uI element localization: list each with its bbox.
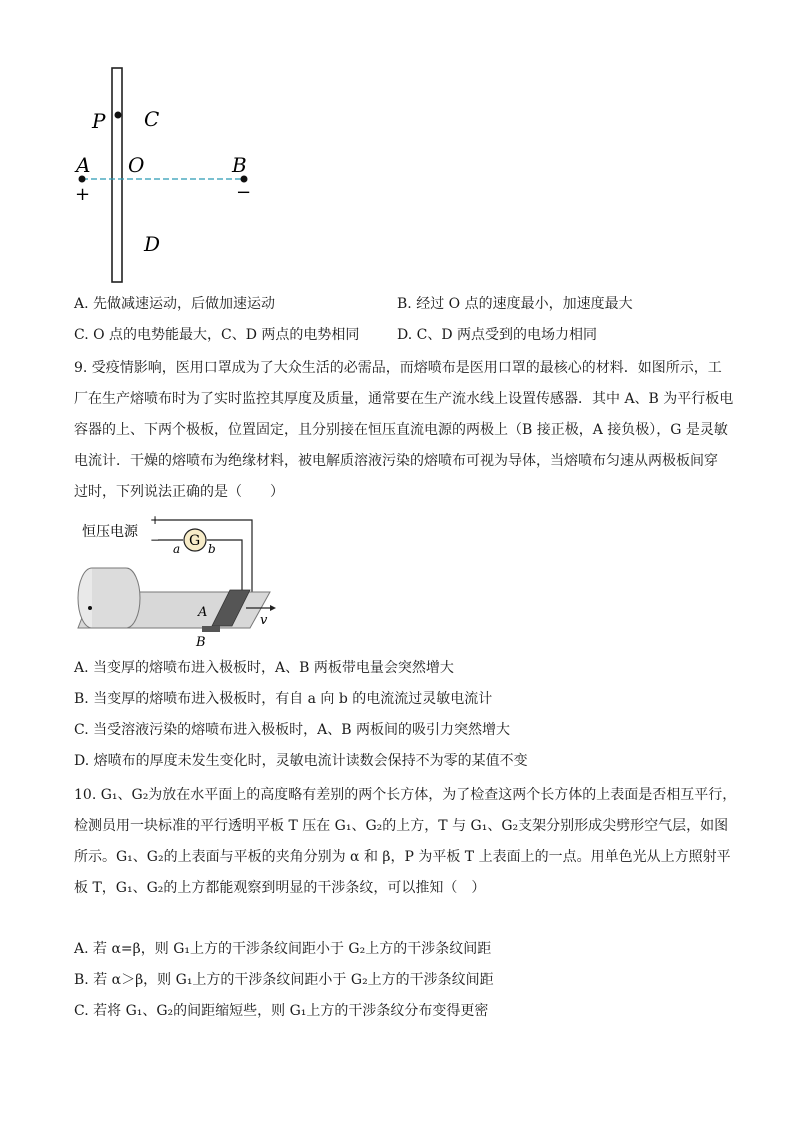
vertical-plate	[112, 68, 122, 282]
label-plate-B: B	[196, 635, 206, 650]
q9-stem-line-5: 过时，下列说法正确的是（ ）	[74, 484, 284, 500]
label-v: v	[260, 613, 268, 628]
label-b: b	[208, 542, 216, 556]
q8-option-b[interactable]: B. 经过 O 点的速度最小，加速度最大	[397, 296, 633, 312]
source-minus: −	[150, 533, 161, 547]
q9-stem-line-2: 厂在生产熔喷布时为了实时监控其厚度及质量，通常要在生产流水线上设置传感器．其中 A、B 为平行板电	[74, 391, 734, 407]
q10-stem-line-4: 板 T，G₁、G₂的上方都能观察到明显的干涉条纹，可以推知（ ）	[74, 880, 486, 896]
q10-stem-line-2: 检测员用一块标准的平行透明平板 T 压在 G₁、G₂的上方，T 与 G₁、G₂支架分别形成尖劈形空气层，如图	[74, 818, 729, 834]
label-A: A	[76, 153, 91, 177]
q9-option-b[interactable]: B. 当变厚的熔喷布进入极板时，有自 a 向 b 的电流流过灵敏电流计	[74, 691, 493, 707]
figure-meltblown-sensor	[70, 510, 280, 650]
point-P-dot	[115, 112, 122, 119]
wire-top	[158, 520, 252, 592]
plate-B	[202, 626, 220, 632]
q8-option-c[interactable]: C. O 点的电势能最大，C、D 两点的电势相同	[74, 327, 360, 343]
q9-option-d[interactable]: D. 熔喷布的厚度未发生变化时，灵敏电流计读数会保持不为零的某值不变	[74, 753, 528, 769]
label-B: B	[232, 153, 247, 177]
source-plus: +	[150, 513, 161, 527]
label-minus: −	[236, 182, 252, 203]
q10-stem-line-1: 10. G₁、G₂为放在水平面上的高度略有差别的两个长方体，为了检查这两个长方体的上表面是否相互平行，	[74, 787, 737, 803]
label-P: P	[92, 109, 106, 133]
label-plate-A: A	[198, 605, 208, 620]
power-source-label: 恒压电源	[82, 524, 138, 540]
label-O: O	[128, 153, 145, 177]
q8-option-a[interactable]: A. 先做减速运动，后做加速运动	[74, 296, 276, 312]
q10-option-a[interactable]: A. 若 α=β，则 G₁上方的干涉条纹间距小于 G₂上方的干涉条纹间距	[74, 941, 492, 957]
q10-stem-line-3: 所示。G₁、G₂的上表面与平板的夹角分别为 α 和 β，P 为平板 T 上表面上的一点。用单色光从上方照射平	[74, 849, 731, 865]
figure-charged-plate	[70, 62, 270, 287]
roll-body	[92, 568, 140, 628]
label-plus: +	[75, 184, 91, 205]
velocity-arrowhead	[270, 605, 276, 611]
label-a: a	[173, 542, 181, 556]
label-D: D	[144, 232, 161, 256]
label-C: C	[144, 107, 160, 131]
q9-stem-line-4: 电流计．干燥的熔喷布为绝缘材料，被电解质溶液污染的熔喷布可视为导体，当熔喷布匀速从两极板间穿	[74, 453, 718, 469]
q9-option-c[interactable]: C. 当受溶液污染的熔喷布进入极板时，A、B 两板间的吸引力突然增大	[74, 722, 510, 738]
q9-stem-line-3: 容器的上、下两个极板，位置固定，且分别接在恒压直流电源的两极上（B 接正极，A 接负极），G 是灵敏	[74, 422, 728, 438]
q9-option-a[interactable]: A. 当变厚的熔喷布进入极板时，A、B 两板带电量会突然增大	[74, 660, 454, 676]
roll-axis	[88, 606, 92, 610]
galvanometer-label: G	[189, 533, 201, 549]
q8-option-d[interactable]: D. C、D 两点受到的电场力相同	[397, 327, 598, 343]
q10-option-c[interactable]: C. 若将 G₁、G₂的间距缩短些，则 G₁上方的干涉条纹分布变得更密	[74, 1003, 489, 1019]
q10-option-b[interactable]: B. 若 α＞β，则 G₁上方的干涉条纹间距小于 G₂上方的干涉条纹间距	[74, 972, 494, 988]
q9-stem-line-1: 9. 受疫情影响，医用口罩成为了大众生活的必需品，而熔喷布是医用口罩的最核心的材料．如图所示，工	[74, 360, 722, 376]
